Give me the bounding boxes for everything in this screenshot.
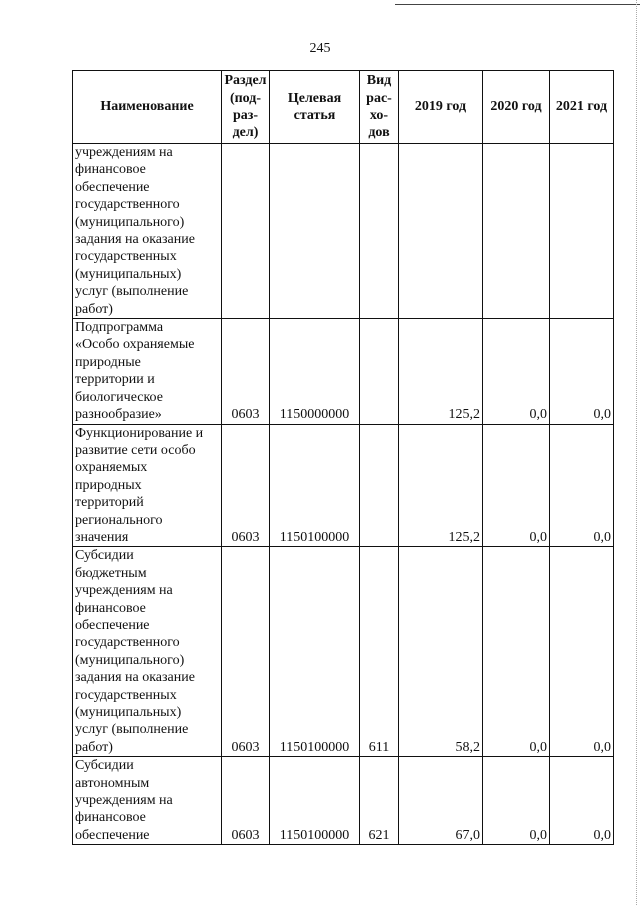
row-target: 1150100000 — [270, 757, 360, 845]
row-2019 — [399, 144, 483, 319]
row-2020: 0,0 — [483, 757, 550, 845]
header-row — [73, 71, 614, 144]
row-type — [360, 144, 399, 319]
scan-edge — [636, 0, 637, 905]
row-2021: 0,0 — [550, 547, 614, 757]
row-type — [360, 424, 399, 547]
header-name: Наименование — [73, 71, 222, 144]
row-2019: 58,2 — [399, 547, 483, 757]
header-2019: 2019 год — [399, 71, 483, 144]
row-type — [360, 319, 399, 424]
row-2020: 0,0 — [483, 547, 550, 757]
row-type: 611 — [360, 547, 399, 757]
row-2020: 0,0 — [483, 424, 550, 547]
row-target: 1150100000 — [270, 547, 360, 757]
row-section: 0603 — [222, 424, 270, 547]
table-row — [73, 144, 614, 319]
header-2021: 2021 год — [550, 71, 614, 144]
top-rule — [395, 4, 640, 5]
row-2019: 125,2 — [399, 319, 483, 424]
table-row — [73, 757, 614, 845]
header-target: Целевая статья — [270, 71, 360, 144]
row-target: 1150000000 — [270, 319, 360, 424]
row-section: 0603 — [222, 547, 270, 757]
row-2021: 0,0 — [550, 424, 614, 547]
header-section: Раздел (под- раз- дел) — [222, 71, 270, 144]
row-2019: 125,2 — [399, 424, 483, 547]
budget-table — [72, 70, 614, 845]
row-target — [270, 144, 360, 319]
header-2020: 2020 год — [483, 71, 550, 144]
row-2021: 0,0 — [550, 757, 614, 845]
row-type: 621 — [360, 757, 399, 845]
row-2021: 0,0 — [550, 319, 614, 424]
row-section — [222, 144, 270, 319]
row-2021 — [550, 144, 614, 319]
row-name: Подпрограмма «Особо охраняемые природные территории и биологическое разнообразие» — [73, 319, 222, 424]
row-name: Субсидии автономным учреждениям на финансовое обеспечение — [73, 757, 222, 845]
row-name: Субсидии бюджетным учреждениям на финансовое обеспечение государственного (муниципального) задания на оказание государственных (муниципальных) услуг (выполнение работ) — [73, 547, 222, 757]
row-name: учреждениям на финансовое обеспечение государственного (муниципального) задания на оказание государственных (муниципальных) услуг (выполнение работ) — [73, 144, 222, 319]
table-row — [73, 547, 614, 757]
table-row — [73, 424, 614, 547]
row-section: 0603 — [222, 757, 270, 845]
row-2020: 0,0 — [483, 319, 550, 424]
row-2019: 67,0 — [399, 757, 483, 845]
row-name: Функционирование и развитие сети особо охраняемых природных территорий регионального значения — [73, 424, 222, 547]
table-row — [73, 319, 614, 424]
row-2020 — [483, 144, 550, 319]
header-expense-type: Вид рас- хо- дов — [360, 71, 399, 144]
row-target: 1150100000 — [270, 424, 360, 547]
page-number: 245 — [309, 41, 331, 56]
row-section: 0603 — [222, 319, 270, 424]
